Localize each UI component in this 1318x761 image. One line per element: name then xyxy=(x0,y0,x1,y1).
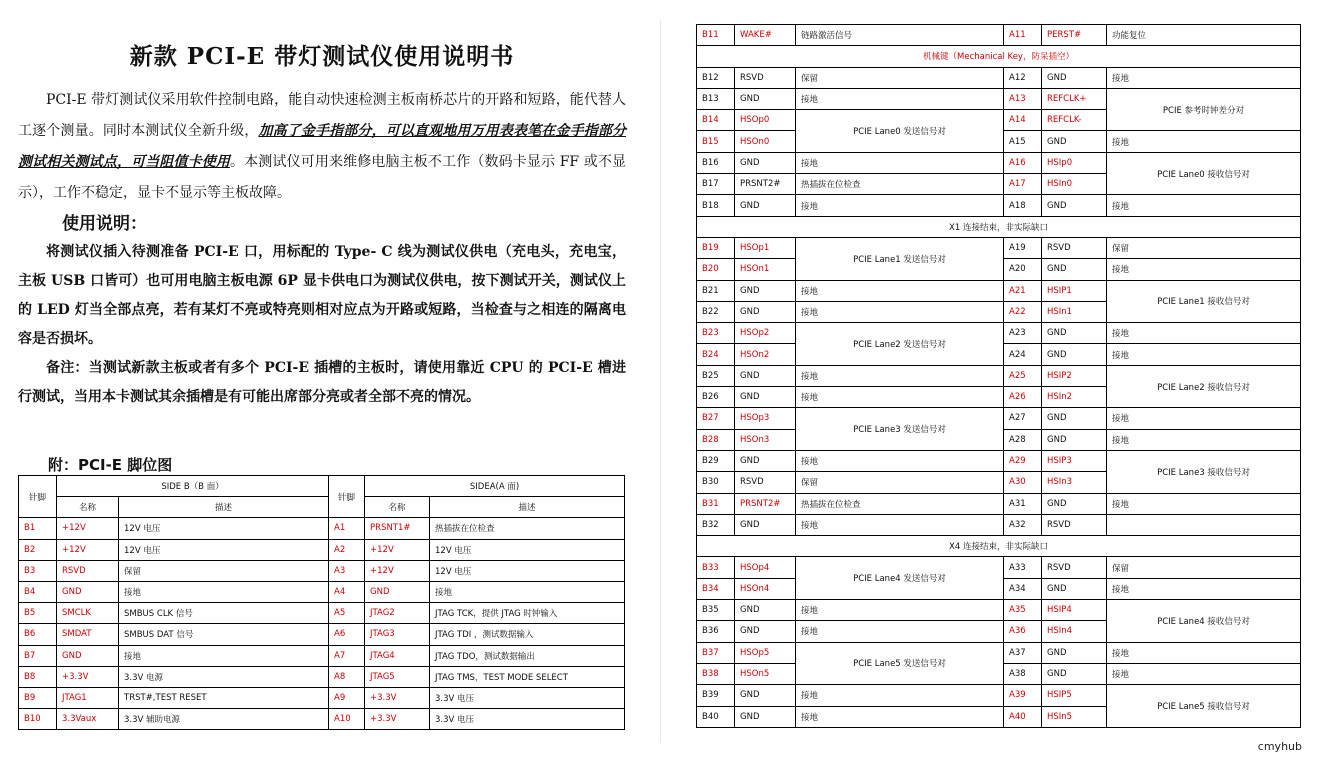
pin-cell: A19 xyxy=(1004,237,1042,258)
signal-cell: GND xyxy=(735,301,796,322)
signal-cell: HSIn5 xyxy=(1042,706,1107,727)
signal-cell: GND xyxy=(735,514,796,535)
pin-cell: A22 xyxy=(1004,301,1042,322)
pin-cell: B6 xyxy=(19,624,57,645)
desc-cell: 保留 xyxy=(1107,237,1301,258)
pin-cell: B37 xyxy=(697,642,735,663)
signal-cell: HSOn0 xyxy=(735,131,796,152)
pin-cell: B9 xyxy=(19,687,57,708)
pin-cell: A34 xyxy=(1004,578,1042,599)
desc-cell: 接地 xyxy=(1107,493,1301,514)
desc-cell: 功能复位 xyxy=(1107,25,1301,46)
desc-cell: PCIE Lane2 接收信号对 xyxy=(1107,365,1301,408)
signal-cell: RSVD xyxy=(1042,557,1107,578)
table-row xyxy=(19,645,625,666)
page-divider xyxy=(660,20,661,742)
desc-header-a: 描述 xyxy=(430,497,625,518)
signal-cell: HSOn3 xyxy=(735,429,796,450)
signal-cell: JTAG2 xyxy=(365,603,430,624)
pin-cell: A29 xyxy=(1004,450,1042,471)
desc-cell: 接地 xyxy=(1107,259,1301,280)
signal-cell: GND xyxy=(735,280,796,301)
desc-cell: PCIE Lane0 接收信号对 xyxy=(1107,152,1301,195)
pin-cell: A31 xyxy=(1004,493,1042,514)
pin-cell: B13 xyxy=(697,88,735,109)
table-row xyxy=(19,518,625,539)
name-header-b: 名称 xyxy=(57,497,119,518)
signal-cell: HSIn2 xyxy=(1042,387,1107,408)
pin-cell: A11 xyxy=(1004,25,1042,46)
pin-cell: A38 xyxy=(1004,663,1042,684)
desc-cell: 接地 xyxy=(1107,131,1301,152)
pin-cell: B17 xyxy=(697,174,735,195)
watermark: cmyhub xyxy=(1257,740,1302,753)
signal-cell: WAKE# xyxy=(735,25,796,46)
signal-cell: GND xyxy=(1042,323,1107,344)
side-b-header: SIDE B（B 面） xyxy=(57,476,329,497)
desc-cell: JTAG TCK，提供 JTAG 时钟输入 xyxy=(430,603,625,624)
table-row xyxy=(697,25,1301,46)
intro-text-c: 。本测试仪可用来维修电脑主板不工作（数码卡显示 FF 或不显示），工作不稳定，显卡不显示等主板故障。 xyxy=(18,154,627,201)
signal-cell: +3.3V xyxy=(365,687,430,708)
table-row xyxy=(19,666,625,687)
desc-cell: JTAG TDO，测试数据输出 xyxy=(430,645,625,666)
pin-cell: A16 xyxy=(1004,152,1042,173)
desc-cell: 接地 xyxy=(1107,663,1301,684)
desc-cell: 接地 xyxy=(1107,344,1301,365)
table-row xyxy=(697,152,1301,173)
desc-cell: PCIE Lane4 发送信号对 xyxy=(796,557,1004,600)
table-row xyxy=(19,581,625,602)
signal-cell: JTAG4 xyxy=(365,645,430,666)
signal-cell: GND xyxy=(1042,67,1107,88)
table-row xyxy=(697,46,1301,67)
signal-cell: GND xyxy=(735,685,796,706)
table-row xyxy=(697,642,1301,663)
signal-cell: RSVD xyxy=(735,472,796,493)
pin-cell: A18 xyxy=(1004,195,1042,216)
document-title: 新款 PCI-E 带灯测试仪使用说明书 xyxy=(129,43,515,70)
table-row xyxy=(19,539,625,560)
signal-cell: REFCLK+ xyxy=(1042,88,1107,109)
pin-cell: A1 xyxy=(329,518,365,539)
desc-cell: 保留 xyxy=(796,67,1004,88)
pin-header-a: 针脚 xyxy=(329,476,365,518)
signal-cell: GND xyxy=(1042,429,1107,450)
desc-cell: 接地 xyxy=(119,645,329,666)
appendix-title: 附：PCI-E 脚位图 xyxy=(48,456,173,474)
table-row xyxy=(19,709,625,730)
desc-cell: 12V 电压 xyxy=(430,560,625,581)
pin-cell: B39 xyxy=(697,685,735,706)
desc-cell: 接地 xyxy=(796,387,1004,408)
table-row xyxy=(697,493,1301,514)
desc-cell: 3.3V 电源 xyxy=(119,666,329,687)
pin-cell: B24 xyxy=(697,344,735,365)
pin-header-b: 针脚 xyxy=(19,476,57,518)
pin-cell: B12 xyxy=(697,67,735,88)
table-row xyxy=(697,536,1301,557)
pin-cell: B38 xyxy=(697,663,735,684)
signal-cell: HSOp2 xyxy=(735,323,796,344)
signal-cell: JTAG1 xyxy=(57,687,119,708)
signal-cell: HSOn4 xyxy=(735,578,796,599)
desc-cell: 接地 xyxy=(796,685,1004,706)
pin-cell: B26 xyxy=(697,387,735,408)
mechanical-key-row: 机械键（Mechanical Key，防呆插空） xyxy=(697,46,1301,67)
note-paragraph: 备注：当测试新款主板或者有多个 PCI-E 插槽的主板时，请使用靠近 CPU 的 PCI-E 槽进行测试，当用本卡测试其余插槽是有可能出席部分亮或者全部不亮的情况。 xyxy=(18,360,626,405)
desc-cell: PCIE Lane5 接收信号对 xyxy=(1107,685,1301,728)
pin-cell: A13 xyxy=(1004,88,1042,109)
pin-cell: B29 xyxy=(697,450,735,471)
signal-cell: SMDAT xyxy=(57,624,119,645)
intro-text-a: PCI-E 带灯测试仪采用软件控制电路，能自动快速检测主板南桥芯片的开路和短路，能代替人工逐个测量。同时本测试仪全新升级， xyxy=(18,92,626,139)
pin-cell: B25 xyxy=(697,365,735,386)
signal-cell: HSIP4 xyxy=(1042,600,1107,621)
pin-cell: A8 xyxy=(329,666,365,687)
desc-cell: PCIE Lane2 发送信号对 xyxy=(796,323,1004,366)
pin-cell: A24 xyxy=(1004,344,1042,365)
desc-cell: 接地 xyxy=(1107,642,1301,663)
desc-cell: 接地 xyxy=(1107,578,1301,599)
desc-cell: 12V 电压 xyxy=(119,518,329,539)
pin-cell: A2 xyxy=(329,539,365,560)
usage-heading: 使用说明： xyxy=(62,214,147,234)
signal-cell: GND xyxy=(735,152,796,173)
signal-cell: JTAG3 xyxy=(365,624,430,645)
signal-cell: HSOn2 xyxy=(735,344,796,365)
pin-cell: B10 xyxy=(19,709,57,730)
signal-cell: GND xyxy=(1042,195,1107,216)
signal-cell: SMCLK xyxy=(57,603,119,624)
pin-cell: A4 xyxy=(329,581,365,602)
desc-cell: 接地 xyxy=(796,280,1004,301)
signal-cell: HSOn1 xyxy=(735,259,796,280)
pin-cell: A27 xyxy=(1004,408,1042,429)
pin-cell: B23 xyxy=(697,323,735,344)
signal-cell: PRSNT2# xyxy=(735,174,796,195)
pin-cell: A33 xyxy=(1004,557,1042,578)
pin-cell: A32 xyxy=(1004,514,1042,535)
signal-cell: HSIn1 xyxy=(1042,301,1107,322)
pin-cell: A9 xyxy=(329,687,365,708)
desc-cell: PCIE Lane5 发送信号对 xyxy=(796,642,1004,685)
signal-cell: +3.3V xyxy=(57,666,119,687)
table-row xyxy=(697,557,1301,578)
signal-cell: GND xyxy=(735,450,796,471)
pin-cell: A14 xyxy=(1004,110,1042,131)
pin-cell: B14 xyxy=(697,110,735,131)
desc-cell: PCIE Lane3 接收信号对 xyxy=(1107,450,1301,493)
signal-cell: HSOp4 xyxy=(735,557,796,578)
table-row xyxy=(697,67,1301,88)
pin-cell: B34 xyxy=(697,578,735,599)
pin-cell: A10 xyxy=(329,709,365,730)
pin-cell: A23 xyxy=(1004,323,1042,344)
signal-cell: REFCLK- xyxy=(1042,110,1107,131)
intro-paragraph xyxy=(18,85,626,209)
pin-cell: B19 xyxy=(697,237,735,258)
pin-cell: A5 xyxy=(329,603,365,624)
pin-cell: A36 xyxy=(1004,621,1042,642)
desc-cell: 接地 xyxy=(119,581,329,602)
signal-cell: GND xyxy=(735,621,796,642)
pin-cell: A3 xyxy=(329,560,365,581)
pin-cell: A26 xyxy=(1004,387,1042,408)
desc-cell: 12V 电压 xyxy=(119,539,329,560)
pin-cell: B5 xyxy=(19,603,57,624)
pin-cell: B1 xyxy=(19,518,57,539)
signal-cell: HSIP5 xyxy=(1042,685,1107,706)
signal-cell: HSIn3 xyxy=(1042,472,1107,493)
signal-cell: GND xyxy=(735,88,796,109)
signal-cell: HSIP2 xyxy=(1042,365,1107,386)
desc-cell: JTAG TDI ，测试数据输入 xyxy=(430,624,625,645)
signal-cell: GND xyxy=(365,581,430,602)
intro-emphasis: 加高了金手指部分，可以直观地用万用表表笔在金手指部分测试相关测试点，可当阻值卡使用 xyxy=(18,123,627,170)
table-row xyxy=(697,408,1301,429)
pin-cell: B36 xyxy=(697,621,735,642)
pin-cell: B8 xyxy=(19,666,57,687)
pin-cell: B22 xyxy=(697,301,735,322)
desc-cell: 接地 xyxy=(1107,408,1301,429)
pin-cell: A20 xyxy=(1004,259,1042,280)
signal-cell: GND xyxy=(1042,663,1107,684)
signal-cell: RSVD xyxy=(1042,514,1107,535)
x4-end-row: X4 连接结束，非实际缺口 xyxy=(697,536,1301,557)
table-row xyxy=(697,514,1301,535)
pin-cell: A15 xyxy=(1004,131,1042,152)
signal-cell: GND xyxy=(735,195,796,216)
desc-cell: 保留 xyxy=(119,560,329,581)
desc-cell: 接地 xyxy=(796,706,1004,727)
signal-cell: HSIp0 xyxy=(1042,152,1107,173)
signal-cell: HSOp0 xyxy=(735,110,796,131)
pin-cell: B21 xyxy=(697,280,735,301)
desc-cell: PCIE Lane1 接收信号对 xyxy=(1107,280,1301,323)
side-a-header: SIDEA(A 面) xyxy=(365,476,625,497)
desc-cell: PCIE Lane0 发送信号对 xyxy=(796,110,1004,153)
desc-cell: 接地 xyxy=(796,450,1004,471)
signal-cell: GND xyxy=(735,365,796,386)
signal-cell: HSIn4 xyxy=(1042,621,1107,642)
signal-cell: JTAG5 xyxy=(365,666,430,687)
pin-cell: B15 xyxy=(697,131,735,152)
signal-cell: RSVD xyxy=(1042,237,1107,258)
signal-cell: HSOp3 xyxy=(735,408,796,429)
pin-cell: A28 xyxy=(1004,429,1042,450)
signal-cell: GND xyxy=(1042,131,1107,152)
signal-cell: GND xyxy=(57,645,119,666)
pin-cell: A17 xyxy=(1004,174,1042,195)
signal-cell: HSOp5 xyxy=(735,642,796,663)
table-row xyxy=(697,216,1301,237)
signal-cell: HSOp1 xyxy=(735,237,796,258)
desc-cell: 接地 xyxy=(1107,323,1301,344)
pin-cell: B18 xyxy=(697,195,735,216)
desc-cell: 接地 xyxy=(796,600,1004,621)
pin-cell: B27 xyxy=(697,408,735,429)
desc-cell: PCIE 参考时钟差分对 xyxy=(1107,88,1301,131)
signal-cell: GND xyxy=(1042,408,1107,429)
desc-cell xyxy=(1107,514,1301,535)
pin-cell: B33 xyxy=(697,557,735,578)
signal-cell: +12V xyxy=(57,539,119,560)
pin-cell: A35 xyxy=(1004,600,1042,621)
desc-cell: PCIE Lane1 发送信号对 xyxy=(796,237,1004,280)
desc-cell: 接地 xyxy=(796,88,1004,109)
signal-cell: PRSNT1# xyxy=(365,518,430,539)
pinout-table-b1-b10-body xyxy=(19,518,625,730)
desc-cell: 热插拔在位检查 xyxy=(430,518,625,539)
desc-cell: SMBUS DAT 信号 xyxy=(119,624,329,645)
desc-cell: 接地 xyxy=(796,152,1004,173)
signal-cell: HSOn5 xyxy=(735,663,796,684)
pin-cell: B20 xyxy=(697,259,735,280)
signal-cell: HSIP3 xyxy=(1042,450,1107,471)
pin-cell: B16 xyxy=(697,152,735,173)
signal-cell: HSIn0 xyxy=(1042,174,1107,195)
pin-cell: B11 xyxy=(697,25,735,46)
signal-cell: GND xyxy=(1042,259,1107,280)
signal-cell: 3.3Vaux xyxy=(57,709,119,730)
signal-cell: RSVD xyxy=(57,560,119,581)
table-row xyxy=(697,280,1301,301)
desc-cell: 热插拔在位检查 xyxy=(796,493,1004,514)
table-row xyxy=(697,600,1301,621)
desc-cell: 3.3V 辅助电源 xyxy=(119,709,329,730)
pin-cell: A7 xyxy=(329,645,365,666)
desc-cell: 接地 xyxy=(796,514,1004,535)
signal-cell: PERST# xyxy=(1042,25,1107,46)
desc-cell: 链路激活信号 xyxy=(796,25,1004,46)
signal-cell: GND xyxy=(1042,344,1107,365)
signal-cell: +12V xyxy=(57,518,119,539)
pin-cell: B28 xyxy=(697,429,735,450)
desc-cell: 接地 xyxy=(430,581,625,602)
desc-cell: 接地 xyxy=(1107,67,1301,88)
signal-cell: GND xyxy=(1042,642,1107,663)
desc-cell: 接地 xyxy=(796,195,1004,216)
table-row xyxy=(697,685,1301,706)
pin-cell: B2 xyxy=(19,539,57,560)
table-row xyxy=(697,323,1301,344)
pin-cell: A30 xyxy=(1004,472,1042,493)
desc-cell: 3.3V 电压 xyxy=(430,687,625,708)
table-row xyxy=(697,195,1301,216)
pin-cell: A6 xyxy=(329,624,365,645)
signal-cell: PRSNT2# xyxy=(735,493,796,514)
desc-cell: 12V 电压 xyxy=(430,539,625,560)
signal-cell: +12V xyxy=(365,560,430,581)
desc-cell: 保留 xyxy=(1107,557,1301,578)
signal-cell: GND xyxy=(57,581,119,602)
signal-cell: GND xyxy=(735,387,796,408)
pin-cell: B7 xyxy=(19,645,57,666)
desc-cell: 接地 xyxy=(1107,195,1301,216)
pin-cell: B30 xyxy=(697,472,735,493)
desc-cell: TRST#,TEST RESET xyxy=(119,687,329,708)
pin-cell: A21 xyxy=(1004,280,1042,301)
table-row xyxy=(19,603,625,624)
pin-cell: A25 xyxy=(1004,365,1042,386)
desc-cell: PCIE Lane3 发送信号对 xyxy=(796,408,1004,451)
signal-cell: +3.3V xyxy=(365,709,430,730)
table-row xyxy=(697,450,1301,471)
desc-header-b: 描述 xyxy=(119,497,329,518)
pin-cell: A12 xyxy=(1004,67,1042,88)
pin-cell: B35 xyxy=(697,600,735,621)
pin-cell: B31 xyxy=(697,493,735,514)
table-row xyxy=(19,687,625,708)
pin-cell: B40 xyxy=(697,706,735,727)
desc-cell: 3.3V 电压 xyxy=(430,709,625,730)
table-row xyxy=(697,88,1301,109)
usage-paragraph: 将测试仪插入待测准备 PCI-E 口，用标配的 Type- C 线为测试仪供电（充电头，充电宝，主板 USB 口皆可）也可用电脑主板电源 6P 显卡供电口为测试仪供电，按下测试开关，测试仪上的 LED 灯当全部点亮，若有某灯不亮或特亮则相对应点为开路或短路，当检查与之相连的隔离电容是否损坏。 xyxy=(18,244,626,347)
manual-text-column xyxy=(18,38,626,475)
signal-cell: HSIP1 xyxy=(1042,280,1107,301)
desc-cell: 热插拔在位检查 xyxy=(796,174,1004,195)
pin-cell: A40 xyxy=(1004,706,1042,727)
x1-end-row: X1 连接结束，非实际缺口 xyxy=(697,216,1301,237)
signal-cell: GND xyxy=(735,600,796,621)
desc-cell: PCIE Lane4 接收信号对 xyxy=(1107,600,1301,643)
pin-cell: B4 xyxy=(19,581,57,602)
signal-cell: RSVD xyxy=(735,67,796,88)
pin-cell: A37 xyxy=(1004,642,1042,663)
table-row xyxy=(19,560,625,581)
table-row xyxy=(697,365,1301,386)
desc-cell: JTAG TMS，TEST MODE SELECT xyxy=(430,666,625,687)
table-row xyxy=(19,624,625,645)
pin-cell: A39 xyxy=(1004,685,1042,706)
desc-cell: 保留 xyxy=(796,472,1004,493)
pinout-table-b1-b10 xyxy=(18,475,625,730)
desc-cell: 接地 xyxy=(796,301,1004,322)
pinout-table-b11-b40 xyxy=(696,24,1301,728)
desc-cell: SMBUS CLK 信号 xyxy=(119,603,329,624)
pin-cell: B3 xyxy=(19,560,57,581)
signal-cell: GND xyxy=(735,706,796,727)
desc-cell: 接地 xyxy=(796,365,1004,386)
table-row xyxy=(697,237,1301,258)
desc-cell: 接地 xyxy=(1107,429,1301,450)
signal-cell: +12V xyxy=(365,539,430,560)
name-header-a: 名称 xyxy=(365,497,430,518)
signal-cell: GND xyxy=(1042,493,1107,514)
signal-cell: GND xyxy=(1042,578,1107,599)
pin-cell: B32 xyxy=(697,514,735,535)
desc-cell: 接地 xyxy=(796,621,1004,642)
